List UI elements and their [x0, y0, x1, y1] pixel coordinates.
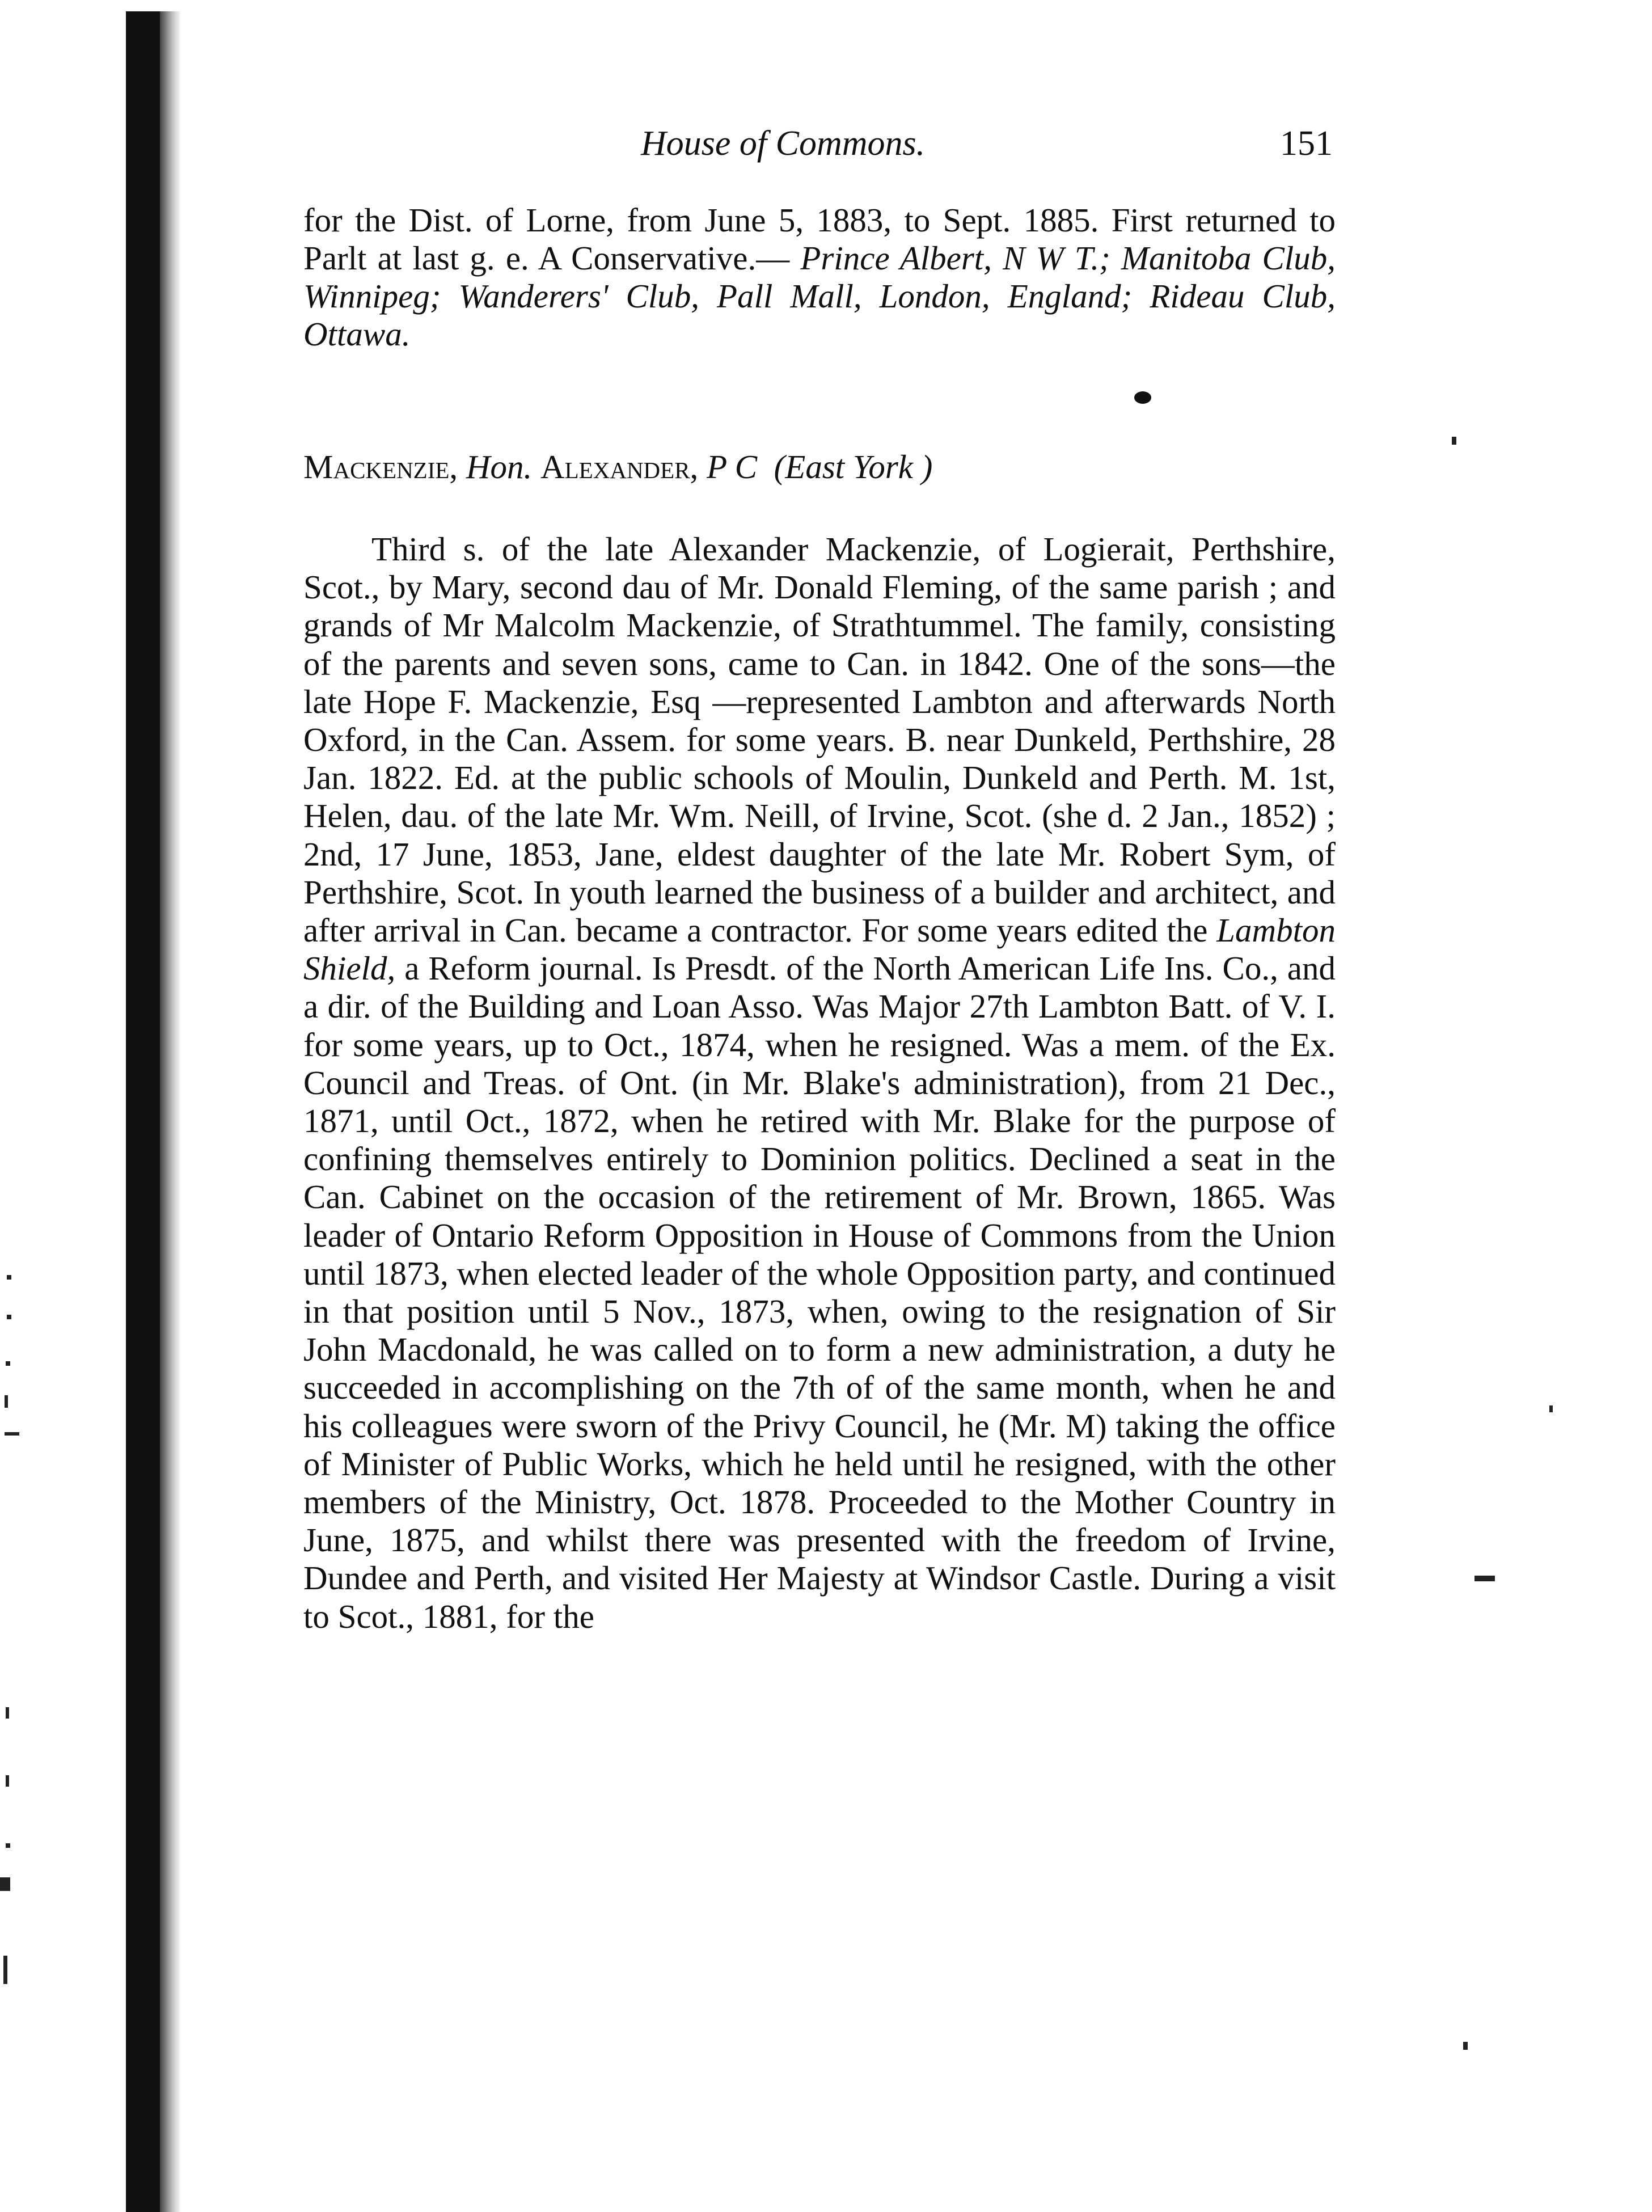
running-head-title: House of Commons. [641, 124, 926, 163]
margin-mark [5, 1432, 19, 1436]
entry-constituency: (East York ) [774, 448, 933, 486]
margin-mark [7, 1315, 11, 1319]
page-number: 151 [1280, 124, 1333, 163]
biography-paragraph [303, 530, 1336, 1636]
margin-mark [3, 1956, 7, 1984]
biography-text-part1: Third s. of the late Alexander Mackenzie, of Logierait, Perthshire, Scot., by Mary, second dau of Mr. Donald Fleming, of the same parish ; and grands of Mr Malcolm Mackenzie, of Strathtummel. The family, consisting of the parents and seven sons, came to Can. in 1842. One of the sons—the late Hope F. Mackenzie, Esq —represented Lambton and afterwards North Oxford, in the Can. Assem. for some years. B. near Dunkeld, Perthshire, 28 Jan. 1822. Ed. at the public schools of Moulin, Dunkeld and Perth. M. 1st, Helen, dau. of the late Mr. Wm. Neill, of Irvine, Scot. (she d. 2 Jan., 1852) ; 2nd, 17 June, 1853, Jane, eldest daughter of the late Mr. Robert Sym, of Perthshire, Scot. In youth learned the business of a builder and architect, and after arrival in Can. became a contractor. For some years edited the [303, 530, 1336, 949]
ink-blot [1134, 391, 1151, 404]
previous-entry-ending [303, 201, 1336, 353]
entry-given-name: Alexander, [540, 448, 699, 486]
page-binding-edge [126, 11, 160, 2212]
biography-journal-name: Lambton Shield, [303, 911, 1336, 987]
margin-mark [1549, 1405, 1553, 1412]
entry-honorific: Hon. [466, 448, 533, 486]
biography-text-part2: a Reform journal. Is Presdt. of the North American Life Ins. Co., and a dir. of the Building and Loan Asso. Was Major 27th Lambton Batt. of V. I. for some years, up to Oct., 1874, when he resigned. Was a mem. of the Ex. Council and Treas. of Ont. (in Mr. Blake's administration), from 21 Dec., 1871, until Oct., 1872, when he retired with Mr. Blake for the purpose of confining themselves entirely to Dominion politics. Declined a seat in the Can. Cabinet on the occasion of the retirement of Mr. Brown, 1865. Was leader of Ontario Reform Opposition in House of Commons from the Union until 1873, when elected leader of the whole Opposition party, and continued in that position until 5 Nov., 1873, when, owing to the resignation of Sir John Macdonald, he was called on to form a new administration, a duty he succeeded in accomplishing on the 7th of of the same month, when he and his colleagues were sworn of the Privy Council, he (Mr. M) taking the office of Minister of Public Works, which he held until he resigned, with the other members of the Ministry, Oct. 1878. Proceeded to the Mother Country in June, 1875, and whilst there was presented with the freedom of Irvine, Dundee and Perth, and visited Her Majesty at Windsor Castle. During a visit to Scot., 1881, for the [303, 949, 1336, 1635]
margin-mark [1474, 1576, 1495, 1581]
margin-mark [6, 1707, 9, 1719]
page-binding-shadow [160, 11, 181, 2212]
margin-mark [1452, 437, 1456, 445]
entry-surname: Mackenzie, [303, 448, 458, 486]
previous-entry-clubs: Prince Albert, N W T.; Manitoba Club, Winnipeg; Wanderers' Club, Pall Mall, London, England; Rideau Club, Ottawa. [303, 239, 1336, 353]
entry-biography [303, 530, 1336, 1636]
entry-heading [303, 448, 1336, 486]
margin-mark [5, 1395, 8, 1408]
margin-mark [0, 1877, 10, 1891]
previous-entry-text: for the Dist. of Lorne, from June 5, 1883, to Sept. 1885. First returned to Parlt at last g. e. A Conservative.— [303, 201, 1336, 277]
margin-mark [6, 1843, 10, 1848]
previous-entry-paragraph [303, 201, 1336, 353]
margin-mark [7, 1275, 11, 1280]
running-head [301, 124, 1333, 180]
margin-mark [6, 1775, 9, 1787]
margin-mark [1463, 2042, 1468, 2050]
margin-mark [6, 1361, 10, 1366]
entry-title: P C [707, 448, 758, 486]
